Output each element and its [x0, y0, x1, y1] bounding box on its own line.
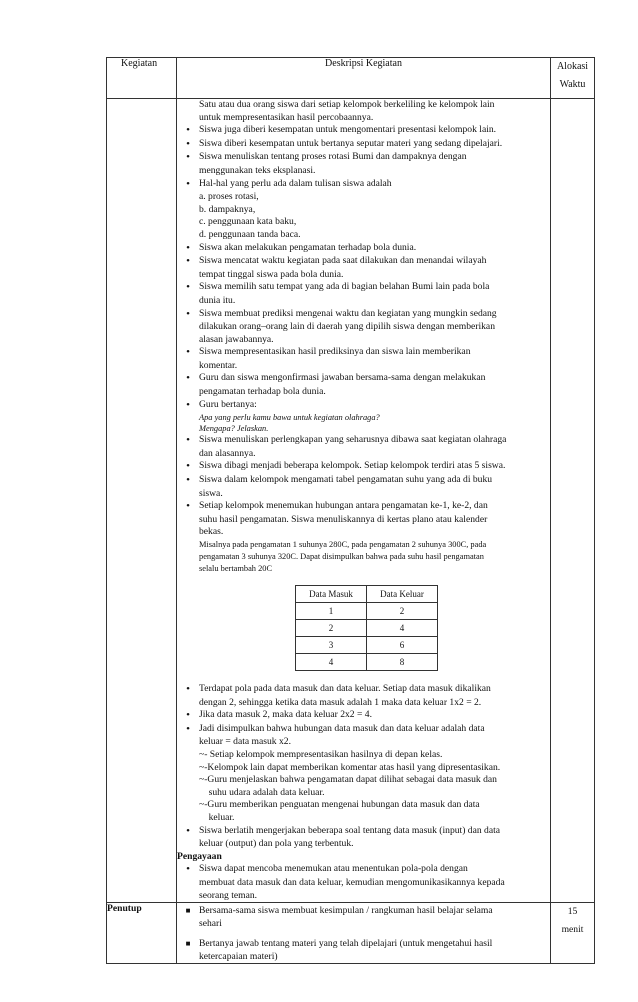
- header-alokasi: [551, 58, 595, 99]
- indent-spacer: [177, 812, 199, 825]
- text-line: [177, 890, 550, 903]
- core-activity-row: [107, 99, 595, 903]
- data-masuk-cell: 1: [296, 603, 367, 620]
- data-table-body: [296, 603, 438, 671]
- indent-spacer: [177, 697, 199, 710]
- data-masuk-cell: 2: [296, 620, 367, 637]
- table-header-row: [107, 58, 595, 99]
- text-line: [177, 539, 550, 551]
- text-line: [177, 563, 550, 575]
- line-text: tempat tinggal siswa pada bola dunia.: [199, 268, 344, 280]
- line-text: dunia itu.: [199, 294, 236, 306]
- text-line: [177, 762, 550, 775]
- bullet-dot-icon: [177, 255, 199, 269]
- line-text: ketercapaian materi): [199, 950, 278, 962]
- core-activity-description: [177, 99, 551, 903]
- line-text: membuat data masuk dan data keluar, kemudian mengomunikasikannya kepada: [199, 876, 505, 888]
- closing-list-item: [177, 905, 550, 930]
- text-line: [177, 799, 550, 812]
- line-text: selalu bertambah 20C: [199, 564, 273, 573]
- bullet-dot-icon: [177, 709, 199, 723]
- line-text: bekas.: [199, 526, 224, 538]
- data-masuk-cell: 3: [296, 637, 367, 654]
- data-masuk-cell: 4: [296, 654, 367, 671]
- indent-spacer: [177, 877, 199, 890]
- line-text: Hal-hal yang perlu ada dalam tulisan siswa adalah: [199, 177, 392, 189]
- table-row: [296, 654, 438, 671]
- closing-description: [177, 903, 551, 964]
- line-text: a. proses rotasi,: [199, 191, 259, 203]
- indent-spacer: [177, 890, 199, 903]
- bullet-dot-icon: [177, 242, 199, 256]
- text-line: [177, 877, 550, 890]
- text-line: [177, 838, 550, 851]
- line-text: Jika data masuk 2, maka data keluar 2x2 = 4.: [199, 709, 372, 721]
- closing-time-value: 15: [567, 906, 578, 918]
- data-keluar-cell: 4: [367, 620, 438, 637]
- bullet-item: [177, 308, 550, 322]
- line-text: Siswa menuliskan tentang proses rotasi Bumi dan dampaknya dengan: [199, 151, 467, 163]
- bullet-item: [177, 434, 550, 448]
- bullet-item: [177, 825, 550, 839]
- header-alokasi-line2: Waktu: [559, 79, 586, 90]
- text-line: [177, 360, 550, 373]
- core-activity-time-cell: [551, 99, 595, 903]
- text-line: [177, 334, 550, 347]
- line-text: Guru dan siswa mengonfirmasi jawaban bersama-sama dengan melakukan: [199, 372, 486, 384]
- indent-spacer: [177, 321, 199, 334]
- text-line: [177, 774, 550, 787]
- indent-spacer: [177, 787, 199, 800]
- header-kegiatan: Kegiatan: [107, 58, 177, 99]
- line-text: Bersama-sama siswa membuat kesimpulan / rangkuman hasil belajar selama: [199, 905, 493, 917]
- text-line: [177, 749, 550, 762]
- line-text: keluar = data masuk x2.: [199, 736, 291, 748]
- line-text: dilakukan orang–orang lain di daerah yang dipilih siswa dengan memberikan: [199, 321, 495, 333]
- line-text: Siswa juga diberi kesempatan untuk mengomentari presentasi kelompok lain.: [199, 124, 497, 136]
- text-line: [177, 448, 550, 461]
- line-text: Satu atau dua orang siswa dari setiap kelompok berkeliling ke kelompok lain: [199, 99, 495, 110]
- text-line: [177, 191, 550, 204]
- text-line: [177, 165, 550, 178]
- line-text: pengamatan terhadap bola dunia.: [199, 386, 326, 398]
- indent-spacer: [177, 204, 199, 217]
- closing-row: [107, 903, 595, 964]
- text-line: [177, 736, 550, 749]
- bullet-dot-icon: [177, 372, 199, 386]
- bullet-dot-icon: [177, 399, 199, 413]
- table-row: [296, 637, 438, 654]
- indent-spacer: [177, 448, 199, 461]
- indent-spacer: [177, 334, 199, 347]
- line-text: Siswa menuliskan perlengkapan yang seharusnya dibawa saat kegiatan olahraga: [199, 434, 507, 446]
- data-keluar-cell: 2: [367, 603, 438, 620]
- text-line: [177, 812, 550, 825]
- data-keluar-cell: 8: [367, 654, 438, 671]
- text-line: [177, 488, 550, 501]
- text-line: [177, 938, 550, 951]
- line-text: Siswa dapat mencoba menemukan atau menentukan pola-pola dengan: [199, 863, 468, 875]
- bullet-item: [177, 281, 550, 295]
- bullet-item: [177, 683, 550, 697]
- line-text: ~- Setiap kelompok mempresentasikan hasilnya di depan kelas.: [199, 748, 443, 760]
- bullet-item: [177, 372, 550, 386]
- line-text: Terdapat pola pada data masuk dan data keluar. Setiap data masuk dikalikan: [199, 683, 491, 694]
- line-text: ~-Guru menjelaskan bahwa pengamatan dapat dilihat sebagai data masuk dan: [199, 774, 497, 786]
- bullet-item: [177, 178, 550, 192]
- indent-spacer: [177, 551, 199, 563]
- closing-label: Penutup: [107, 903, 177, 964]
- indent-spacer: [177, 762, 199, 775]
- indent-spacer: [177, 951, 199, 964]
- line-text: Siswa memilih satu tempat yang ada di bagian belahan Bumi lain pada bola: [199, 281, 490, 293]
- bullet-dot-icon: [177, 460, 199, 474]
- text-line: [177, 951, 550, 964]
- indent-spacer: [177, 269, 199, 282]
- line-text: Pengayaan: [177, 850, 222, 862]
- line-text: pengamatan 3 suhunya 320C. Dapat disimpulkan bahwa pada suhu hasil pengamatan: [199, 552, 484, 561]
- indent-spacer: [177, 360, 199, 373]
- line-text: alasan jawabannya.: [199, 333, 274, 345]
- lesson-activity-table: [106, 57, 595, 964]
- text-line: [177, 269, 550, 282]
- line-text: Bertanya jawab tentang materi yang telah dipelajari (untuk mengetahui hasil: [199, 938, 493, 950]
- text-line: [177, 905, 550, 918]
- description-lines-part-1: [177, 99, 550, 575]
- indent-spacer: [177, 736, 199, 749]
- text-line: [177, 295, 550, 308]
- bullet-dot-icon: [177, 138, 199, 152]
- bullet-item: [177, 255, 550, 269]
- description-lines-part-2: [177, 683, 550, 902]
- line-text: ~-Kelompok lain dapat memberikan komentar atas hasil yang dipresentasikan.: [199, 761, 501, 773]
- indent-spacer: [177, 216, 199, 229]
- indent-spacer: [177, 799, 199, 812]
- table-row: [296, 603, 438, 620]
- indent-spacer: [177, 229, 199, 242]
- table-row: [296, 620, 438, 637]
- indent-spacer: [177, 488, 199, 501]
- indent-spacer: [177, 514, 199, 527]
- data-table-col-masuk: Data Masuk: [296, 586, 367, 603]
- line-text: Siswa akan melakukan pengamatan terhadap bola dunia.: [199, 241, 417, 253]
- line-text: menggunakan teks eksplanasi.: [199, 164, 316, 176]
- line-text: ~-Guru memberikan penguatan mengenai hubungan data masuk dan data: [199, 799, 480, 811]
- line-text: c. penggunaan kata baku,: [199, 216, 297, 228]
- indent-spacer: [177, 526, 199, 539]
- bullet-dot-icon: [177, 124, 199, 138]
- header-deskripsi: Deskripsi Kegiatan: [177, 58, 551, 99]
- text-line: [177, 918, 550, 931]
- bullet-item: [177, 242, 550, 256]
- closing-time-allocation: [551, 903, 595, 964]
- bullet-item: [177, 138, 550, 152]
- line-text: Siswa berlatih mengerjakan beberapa soal tentang data masuk (input) dan data: [199, 824, 501, 836]
- data-in-out-table: [295, 585, 438, 671]
- indent-spacer: [177, 165, 199, 178]
- bullet-item: [177, 124, 550, 138]
- line-text: Mengapa? Jelaskan.: [199, 424, 269, 434]
- line-text: Jadi disimpulkan bahwa hubungan data masuk dan data keluar adalah data: [199, 722, 485, 734]
- bullet-item: [177, 500, 550, 514]
- bullet-dot-icon: [177, 825, 199, 839]
- bullet-dot-icon: [177, 434, 199, 448]
- text-line: [177, 514, 550, 527]
- line-text: keluar (output) dan pola yang terbentuk.: [199, 838, 354, 850]
- line-text: untuk mempresentasikan hasil percobaannya.: [199, 111, 374, 123]
- indent-spacer: [177, 563, 199, 575]
- line-text: Siswa diberi kesempatan untuk bertanya seputar materi yang sedang dipelajari.: [199, 137, 503, 149]
- data-table-header: [296, 586, 438, 603]
- bullet-item: [177, 460, 550, 474]
- line-text: dan alasannya.: [199, 447, 256, 459]
- bullet-item: [177, 151, 550, 165]
- bullet-dot-icon: [177, 308, 199, 322]
- line-text: Guru bertanya:: [199, 398, 257, 410]
- line-text: suhu hasil pengamatan. Siswa menuliskannya di kertas plano atau kalender: [199, 513, 488, 525]
- bullet-dot-icon: [177, 863, 199, 877]
- text-line: [177, 697, 550, 710]
- line-text: suhu udara adalah data keluar.: [199, 786, 325, 798]
- header-alokasi-line1: Alokasi: [556, 61, 589, 72]
- indent-spacer: [177, 295, 199, 308]
- bullet-item: [177, 723, 550, 737]
- bullet-dot-icon: [177, 178, 199, 192]
- line-text: Setiap kelompok menemukan hubungan antara pengamatan ke-1, ke-2, dan: [199, 500, 488, 512]
- line-text: sehari: [199, 917, 222, 929]
- line-text: dengan 2, sehingga ketika data masuk adalah 1 maka data keluar 1x2 = 2.: [199, 696, 482, 708]
- bullet-item: [177, 399, 550, 413]
- closing-time-unit: menit: [561, 924, 584, 936]
- indent-spacer: [177, 918, 199, 931]
- text-line: [177, 386, 550, 399]
- text-line: [177, 551, 550, 563]
- line-text: d. penggunaan tanda baca.: [199, 228, 301, 240]
- closing-items: [177, 905, 550, 963]
- bullet-dot-icon: [177, 683, 199, 697]
- text-line: [177, 423, 550, 434]
- data-table-col-keluar: Data Keluar: [367, 586, 438, 603]
- indent-spacer: [177, 99, 199, 112]
- line-text: keluar.: [199, 811, 235, 823]
- text-line: [177, 321, 550, 334]
- text-line: [177, 229, 550, 242]
- bullet-dot-icon: [177, 346, 199, 360]
- text-line: [177, 526, 550, 539]
- bullet-item: [177, 346, 550, 360]
- square-bullet-icon: [177, 938, 199, 951]
- line-text: komentar.: [199, 359, 238, 371]
- line-text: Siswa mempresentasikan hasil prediksinya dan siswa lain memberikan: [199, 346, 471, 358]
- text-line: [177, 112, 550, 125]
- bullet-item: [177, 709, 550, 723]
- bullet-dot-icon: [177, 281, 199, 295]
- indent-spacer: [177, 386, 199, 399]
- line-text: seorang teman.: [199, 889, 258, 901]
- line-text: Siswa dalam kelompok mengamati tabel pengamatan suhu yang ada di buku: [199, 474, 493, 486]
- closing-list-item: [177, 938, 550, 963]
- text-line: [177, 99, 550, 112]
- indent-spacer: [177, 412, 199, 423]
- indent-spacer: [177, 838, 199, 851]
- bullet-dot-icon: [177, 151, 199, 165]
- line-text: Apa yang perlu kamu bawa untuk kegiatan olahraga?: [199, 413, 380, 423]
- line-text: Siswa mencatat waktu kegiatan pada saat dilakukan dan menandai wilayah: [199, 255, 487, 267]
- square-bullet-icon: [177, 905, 199, 918]
- line-text: Siswa dibagi menjadi beberapa kelompok. Setiap kelompok terdiri atas 5 siswa.: [199, 460, 506, 472]
- line-text: Siswa membuat prediksi mengenai waktu dan kegiatan yang mungkin sedang: [199, 307, 497, 319]
- bullet-item: [177, 474, 550, 488]
- text-line: [177, 851, 550, 864]
- indent-spacer: [177, 749, 199, 762]
- line-text: b. dampaknya,: [199, 203, 256, 215]
- indent-spacer: [177, 112, 199, 125]
- text-line: [177, 787, 550, 800]
- bullet-dot-icon: [177, 723, 199, 737]
- line-text: siswa.: [199, 487, 223, 499]
- core-activity-label-cell: [107, 99, 177, 903]
- bullet-dot-icon: [177, 474, 199, 488]
- indent-spacer: [177, 539, 199, 551]
- bullet-item: [177, 863, 550, 877]
- data-keluar-cell: 6: [367, 637, 438, 654]
- indent-spacer: [177, 774, 199, 787]
- line-text: Misalnya pada pengamatan 1 suhunya 280C, pada pengamatan 2 suhunya 300C, pada: [199, 540, 487, 549]
- indent-spacer: [177, 423, 199, 434]
- text-line: [177, 216, 550, 229]
- indent-spacer: [177, 191, 199, 204]
- text-line: [177, 412, 550, 423]
- bullet-dot-icon: [177, 500, 199, 514]
- text-line: [177, 204, 550, 217]
